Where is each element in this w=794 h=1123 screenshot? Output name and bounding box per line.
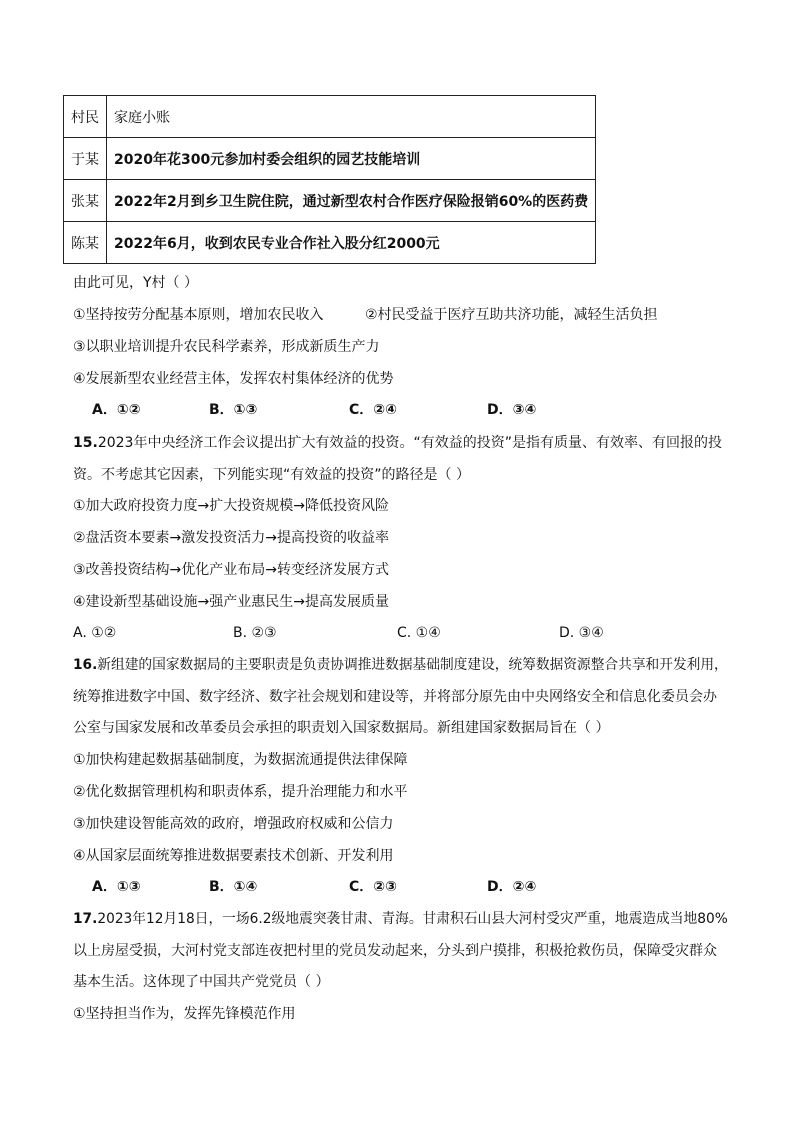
- q16-option-d[interactable]: D．②④: [487, 879, 537, 895]
- q15-option-c[interactable]: C. ①④: [397, 625, 441, 641]
- table-row: [64, 180, 596, 222]
- q14-option-b[interactable]: B．①③: [209, 402, 258, 418]
- q16-option-b[interactable]: B．①④: [209, 879, 258, 895]
- q15-stem-text: 2023年中央经济工作会议提出扩大有效益的投资。“有效益的投资”是指有质量、有效率、有回报的投: [97, 435, 722, 451]
- q15-statement-2: ②盘活资本要素→激发投资活力→提高投资的收益率: [73, 530, 390, 546]
- q17-statement-1: ①坚持担当作为，发挥先锋模范作用: [73, 1006, 296, 1022]
- q16-statement-1: ①加快构建起数据基础制度，为数据流通提供法律保障: [73, 752, 408, 768]
- q16-statement-4: ④从国家层面统筹推进数据要素技术创新、开发利用: [73, 848, 394, 864]
- q14-statement-4: ④发展新型农业经营主体，发挥农村集体经济的优势: [73, 371, 394, 387]
- table-header-row: [64, 96, 596, 138]
- q15-statement-4: ④建设新型基础设施→强产业惠民生→提高发展质量: [73, 594, 390, 610]
- q17-stem-line-1: [73, 909, 728, 929]
- q16-stem-line-2: 统筹推进数字中国、数字经济、数字社会规划和建设等，并将部分原先由中央网络安全和信息化委员会办: [73, 689, 717, 705]
- row-name: 陈某: [64, 222, 107, 264]
- row-name: 于某: [64, 138, 107, 180]
- q17-stem-text: 2023年12月18日，一场6.2级地震突袭甘肃、青海。甘肃积石山县大河村受灾严重，地震造成当地80%: [97, 911, 728, 927]
- q16-number: 16.: [73, 657, 98, 673]
- q15-option-b[interactable]: B. ②③: [233, 625, 277, 641]
- header-villager: 村民: [64, 96, 107, 138]
- header-ledger: 家庭小账: [107, 96, 596, 138]
- table-row: [64, 138, 596, 180]
- q16-statement-2: ②优化数据管理机构和职责体系，提升治理能力和水平: [73, 784, 408, 800]
- q15-option-d[interactable]: D. ③④: [559, 625, 604, 641]
- q15-number: 15.: [73, 435, 98, 451]
- q17-number: 17.: [73, 911, 98, 927]
- q14-statement-1: ①坚持按劳分配基本原则，增加农民收入: [73, 307, 324, 323]
- family-ledger-table: [63, 95, 596, 264]
- q16-stem-text: 新组建的国家数据局的主要职责是负责协调推进数据基础制度建设，统筹数据资源整合共享和开发利用，: [97, 657, 728, 673]
- q15-statement-3: ③改善投资结构→优化产业布局→转变经济发展方式: [73, 562, 390, 578]
- q14-option-d[interactable]: D．③④: [487, 402, 537, 418]
- q16-statement-3: ③加快建设智能高效的政府，增强政府权威和公信力: [73, 816, 394, 832]
- q15-option-a[interactable]: A. ①②: [73, 625, 117, 641]
- q17-stem-line-3: 基本生活。这体现了中国共产党党员（ ）: [73, 974, 330, 990]
- q14-statement-3: ③以职业培训提升农民科学素养，形成新质生产力: [73, 339, 380, 355]
- table-row: [64, 222, 596, 264]
- q15-stem-line-2: 资。不考虑其它因素，下列能实现“有效益的投资”的路径是（ ）: [73, 467, 470, 483]
- row-text: 2022年2月到乡卫生院住院，通过新型农村合作医疗保险报销60%的医药费: [107, 180, 596, 222]
- q17-stem-line-2: 以上房屋受损，大河村党支部连夜把村里的党员发动起来，分头到户摸排，积极抢救伤员，保障受灾群众: [73, 943, 717, 959]
- q14-option-c[interactable]: C．②④: [349, 402, 397, 418]
- q16-stem-line-3: 公室与国家发展和改革委员会承担的职责划入国家数据局。新组建国家数据局旨在（ ）: [73, 720, 610, 736]
- q16-option-a[interactable]: A．①③: [92, 879, 141, 895]
- row-name: 张某: [64, 180, 107, 222]
- q15-statement-1: ①加大政府投资力度→扩大投资规模→降低投资风险: [73, 498, 390, 514]
- q14-stem: 由此可见，Y村（ ）: [73, 275, 199, 291]
- row-text: 2022年6月，收到农民专业合作社入股分红2000元: [107, 222, 596, 264]
- q16-stem-line-1: [73, 655, 728, 675]
- q14-option-a[interactable]: A．①②: [92, 402, 141, 418]
- q14-statement-2: ②村民受益于医疗互助共济功能，减轻生活负担: [365, 307, 658, 323]
- q16-option-c[interactable]: C．②③: [349, 879, 397, 895]
- q15-stem-line-1: [73, 433, 722, 453]
- row-text: 2020年花300元参加村委会组织的园艺技能培训: [107, 138, 596, 180]
